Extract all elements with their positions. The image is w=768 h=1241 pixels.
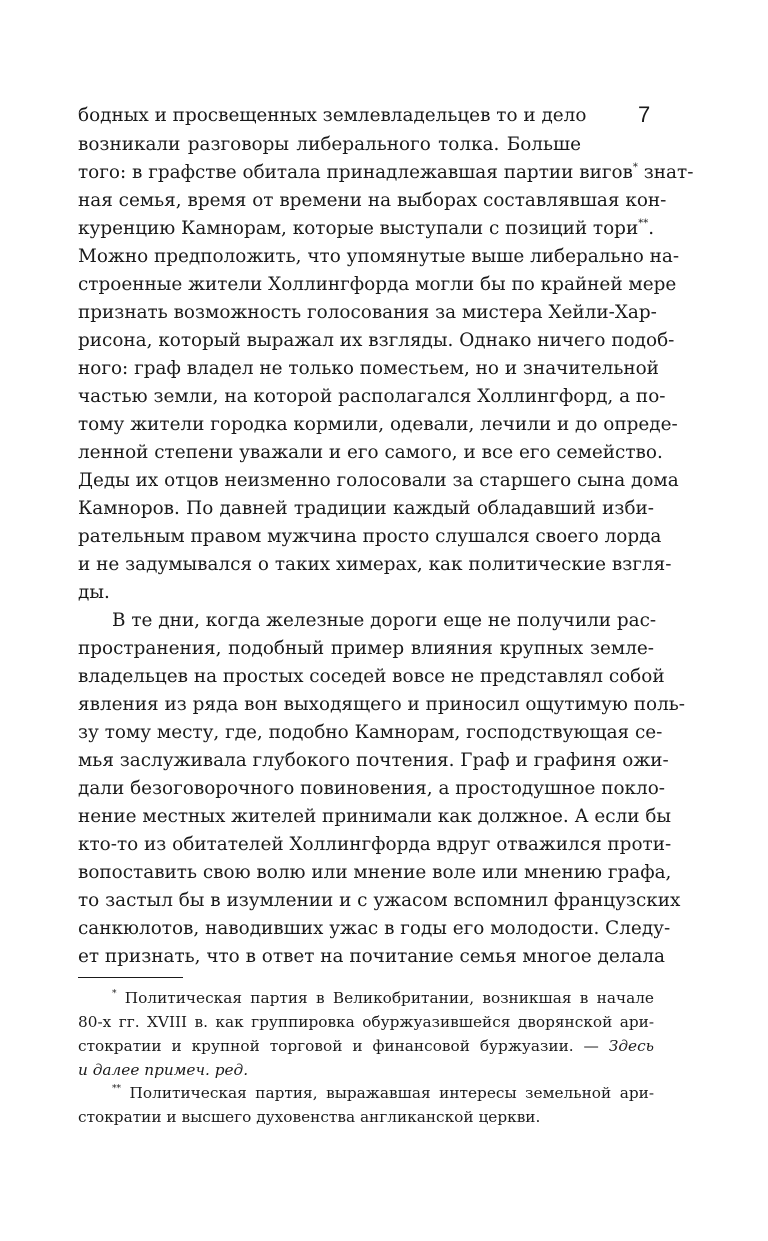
text-line: дали безоговорочного повиновения, а простодушное покло- xyxy=(78,778,666,799)
text-line: Камноров. По давней традиции каждый обладавший изби- xyxy=(78,498,654,519)
text-line: рательным правом мужчина просто слушался своего лорда xyxy=(78,526,662,547)
text-line: возникали разговоры либерального толка. Больше xyxy=(78,134,581,155)
text-line: то застыл бы в изумлении и с ужасом вспомнил французских xyxy=(78,890,681,911)
text-line: ная семья, время от времени на выборах составлявшая кон- xyxy=(78,190,667,211)
text-line: зу тому месту, где, подобно Камнорам, господствующая се- xyxy=(78,722,663,743)
footnote-marker: ** xyxy=(112,1084,121,1094)
text-line: строенные жители Холлингфорда могли бы по крайней мере xyxy=(78,274,677,295)
footnote-ref-whigs[interactable]: * xyxy=(632,162,638,173)
text-line: рисона, который выражал их взгляды. Однако ничего подоб- xyxy=(78,330,675,351)
text-line: признать возможность голосования за мистера Хейли-Хар- xyxy=(78,302,657,323)
text-line: куренцию Камнорам, которые выступали с позиций тори**. xyxy=(78,218,655,239)
footnote-marker: * xyxy=(112,989,117,999)
footnote-divider xyxy=(78,977,183,978)
text-line: кто-то из обитателей Холлингфорда вдруг отважился проти- xyxy=(78,834,672,855)
text-line: Можно предположить, что упомянутые выше либерально на- xyxy=(78,246,680,267)
text-line: пространения, подобный пример влияния крупных земле- xyxy=(78,638,654,659)
text-line: ды. xyxy=(78,582,110,603)
page-number: 7 xyxy=(638,102,651,127)
text-line: Деды их отцов неизменно голосовали за старшего сына дома xyxy=(78,470,679,491)
text-line: вопоставить свою волю или мнение воле или мнению графа, xyxy=(78,862,672,883)
footnote-whigs: * Политическая партия в Великобритании, возникшая в начале xyxy=(112,989,654,1007)
text-line: и не задумывался о таких химерах, как политические взгля- xyxy=(78,554,672,575)
footnote-line: и далее примеч. ред. xyxy=(78,1061,249,1079)
footnote-tories: ** Политическая партия, выражавшая интересы земельной ари- xyxy=(112,1084,654,1102)
footnote-ref-tories[interactable]: ** xyxy=(638,218,649,229)
text-line: частью земли, на которой располагался Холлингфорд, а по- xyxy=(78,386,666,407)
text-line: ет признать, что в ответ на почитание семья многое делала xyxy=(78,946,665,967)
text-line: В те дни, когда железные дороги еще не получили рас- xyxy=(112,610,657,631)
text-line: владельцев на простых соседей вовсе не представлял собой xyxy=(78,666,665,687)
footnote-line: стократии и крупной торговой и финансовой буржуазии. — Здесь xyxy=(78,1037,654,1055)
footnote-line: 80-х гг. XVIII в. как группировка обуржуазившейся дворянской ари- xyxy=(78,1013,654,1031)
text-line: ленной степени уважали и его самого, и все его семейство. xyxy=(78,442,663,463)
text-line: бодных и просвещенных землевладельцев то и дело xyxy=(78,105,587,126)
text-line: тому жители городка кормили, одевали, лечили и до опреде- xyxy=(78,414,678,435)
footnote-line: стократии и высшего духовенства англиканской церкви. xyxy=(78,1108,541,1126)
text-line: явления из ряда вон выходящего и приносил ощутимую поль- xyxy=(78,694,685,715)
text-line: нение местных жителей принимали как должное. А если бы xyxy=(78,806,672,827)
text-line: санкюлотов, наводивших ужас в годы его молодости. Следу- xyxy=(78,918,671,939)
text-line: мья заслуживала глубокого почтения. Граф и графиня ожи- xyxy=(78,750,669,771)
text-line: ного: граф владел не только поместьем, но и значительной xyxy=(78,358,659,379)
text-line: того: в графстве обитала принадлежавшая партии вигов* знат- xyxy=(78,162,694,183)
